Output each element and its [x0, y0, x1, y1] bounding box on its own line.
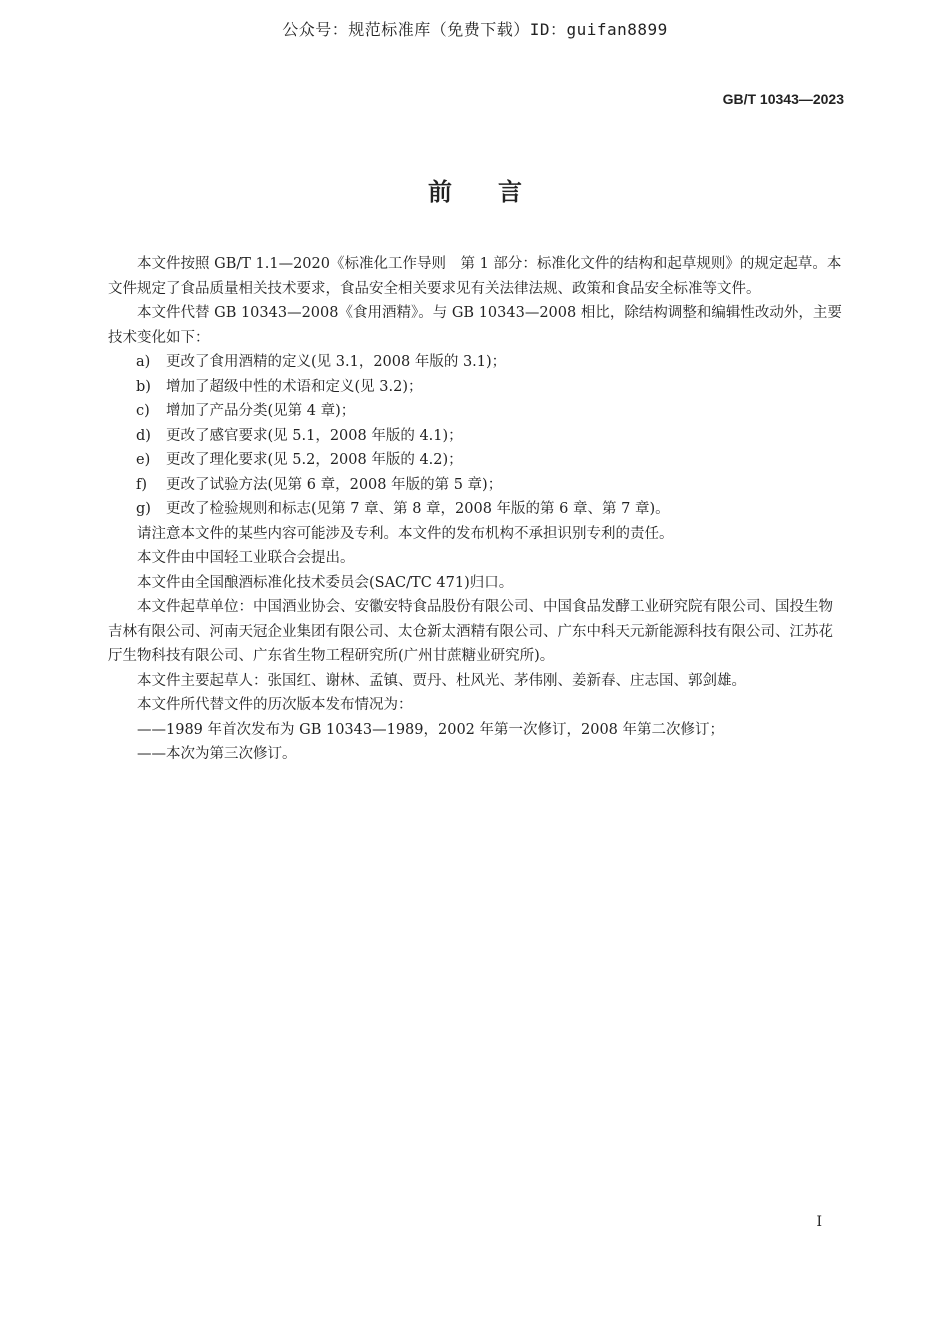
list-item [108, 350, 844, 375]
list-item-text: 更改了感官要求(见 5.1，2008 年版的 4.1)； [166, 427, 463, 444]
page-title: 前言 [428, 177, 568, 206]
list-item-label: a) [136, 354, 151, 370]
list-item-label: c) [136, 403, 150, 419]
list-item [108, 497, 844, 522]
list-item-label: g) [136, 501, 151, 517]
list-item [108, 399, 844, 424]
list-item-label: f) [136, 476, 148, 493]
list-item-text: 增加了产品分类(见第 4 章)； [166, 403, 356, 419]
list-item [108, 473, 844, 498]
list-item-text: 更改了食用酒精的定义(见 3.1，2008 年版的 3.1)； [166, 354, 507, 370]
list-item-text: 更改了理化要求(见 5.2，2008 年版的 4.2)； [166, 452, 463, 468]
paragraph-replacement: 本文件代替 GB 10343—2008《食用酒精》。与 GB 10343—2008 相比，除结构调整和编辑性改动外，主要技术变化如下： [108, 305, 842, 346]
list-item-label: b) [136, 378, 151, 395]
list-item-text: 增加了超级中性的术语和定义(见 3.2)； [166, 378, 423, 395]
list-item-label: d) [136, 427, 151, 444]
list-item [108, 424, 844, 449]
list-item-text: 更改了试验方法(见第 6 章，2008 年版的第 5 章)； [166, 476, 503, 493]
paragraph-committee: 本文件由全国酿酒标准化技术委员会(SAC/TC 471)归口。 [137, 574, 514, 591]
paragraph-drafting-rules: 本文件按照 GB/T 1.1—2020《标准化工作导则 第 1 部分：标准化文件的结构和起草规则》的规定起草。本文件规定了食品质量相关技术要求，食品安全相关要求见有关法律法规、政策和食品安全标准等文件。 [108, 256, 842, 297]
paragraph-history-1: ——1989 年首次发布为 GB 10343—1989，2002 年第一次修订，2008 年第二次修订； [137, 721, 725, 738]
paragraph-history-2: ——本次为第三次修订。 [137, 746, 297, 762]
paragraph-drafters: 本文件主要起草人：张国红、谢林、孟镇、贾丹、杜风光、茅伟刚、姜新春、庄志国、郭剑雄。 [137, 672, 746, 689]
page-number: I [816, 1214, 822, 1230]
list-item [108, 375, 844, 400]
preface-body [108, 252, 844, 767]
list-item-text: 更改了检验规则和标志(见第 7 章、第 8 章，2008 年版的第 6 章、第 7 章)。 [166, 501, 670, 517]
paragraph-patent-notice: 请注意本文件的某些内容可能涉及专利。本文件的发布机构不承担识别专利的责任。 [137, 525, 674, 542]
paragraph-history-intro: 本文件所代替文件的历次版本发布情况为： [137, 697, 413, 713]
standard-code: GB/T 10343—2023 [722, 91, 844, 107]
paragraph-proposer: 本文件由中国轻工业联合会提出。 [137, 550, 355, 566]
top-banner: 公众号：规范标准库（免费下载）ID：guifan8899 [282, 20, 668, 39]
list-item-label: e) [136, 452, 151, 468]
list-item [108, 448, 844, 473]
paragraph-drafting-units: 本文件起草单位：中国酒业协会、安徽安特食品股份有限公司、中国食品发酵工业研究院有限公司、国投生物吉林有限公司、河南天冠企业集团有限公司、太仓新太酒精有限公司、广东中科天元新能源科技有限公司、江苏花厅生物科技有限公司、广东省生物工程研究所(广州甘蔗糖业研究所)。 [108, 599, 833, 664]
